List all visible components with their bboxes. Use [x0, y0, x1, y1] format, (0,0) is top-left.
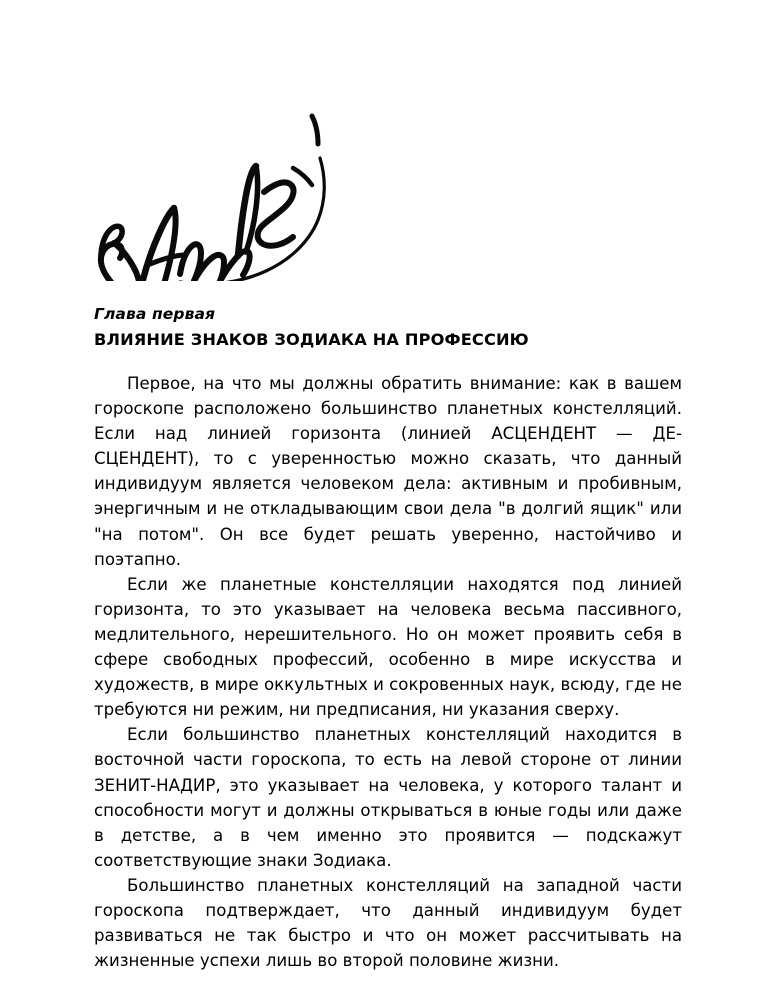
paragraph: Если же планетные констелляции находятся под линией горизонта, то это указывает на человека весьма пассивного, медлительного, нерешительного. Но он может проявить себя в сфере свободных профессий, особенно в мире искусства и художеств, в мире оккультных и сокровенных наук, всюду, где не требуются ни режим, ни предписания, ни указания сверху.: [94, 574, 682, 720]
page-title: ВЛИЯНИЕ ЗНАКОВ ЗОДИАКА НА ПРОФЕССИЮ: [94, 330, 529, 349]
paragraph: Если большинство планетных констелляций находится в восточной части гороскопа, то есть на левой стороне от линии ЗЕНИТ-НАДИР, это указывает на человека, у которого талант и способности могут и должны открываться в юные годы или даже в детстве, а в чем именно это проявится — подскажут соответствующие знаки Зодиака.: [94, 725, 682, 870]
paragraph: Первое, на что мы должны обратить внимание: как в вашем гороскопе расположено большинство планетных констелляций. Если над линией горизонта (линией АСЦЕНДЕНТ — ДЕ-СЦЕНДЕНТ), то с уверенностью можно сказать, что данный индивидуум является человеком дела: активным и пробивным, энергичным и не откладывающим свои дела "в долгий ящик" или "на потом". Он все будет решать уверенно, настойчиво и поэтапно.: [94, 374, 682, 569]
chapter-heading: [94, 303, 682, 351]
paragraph: Большинство планетных констелляций на западной части гороскопа подтверждает, что данный индивидуум будет развиваться не так быстро и что он может рассчитывать на жизненные успехи лишь во второй половине жизни.: [94, 875, 682, 971]
handwritten-signature: [88, 96, 338, 281]
body-text: [94, 371, 682, 973]
chapter-label: Глава первая: [94, 305, 216, 323]
